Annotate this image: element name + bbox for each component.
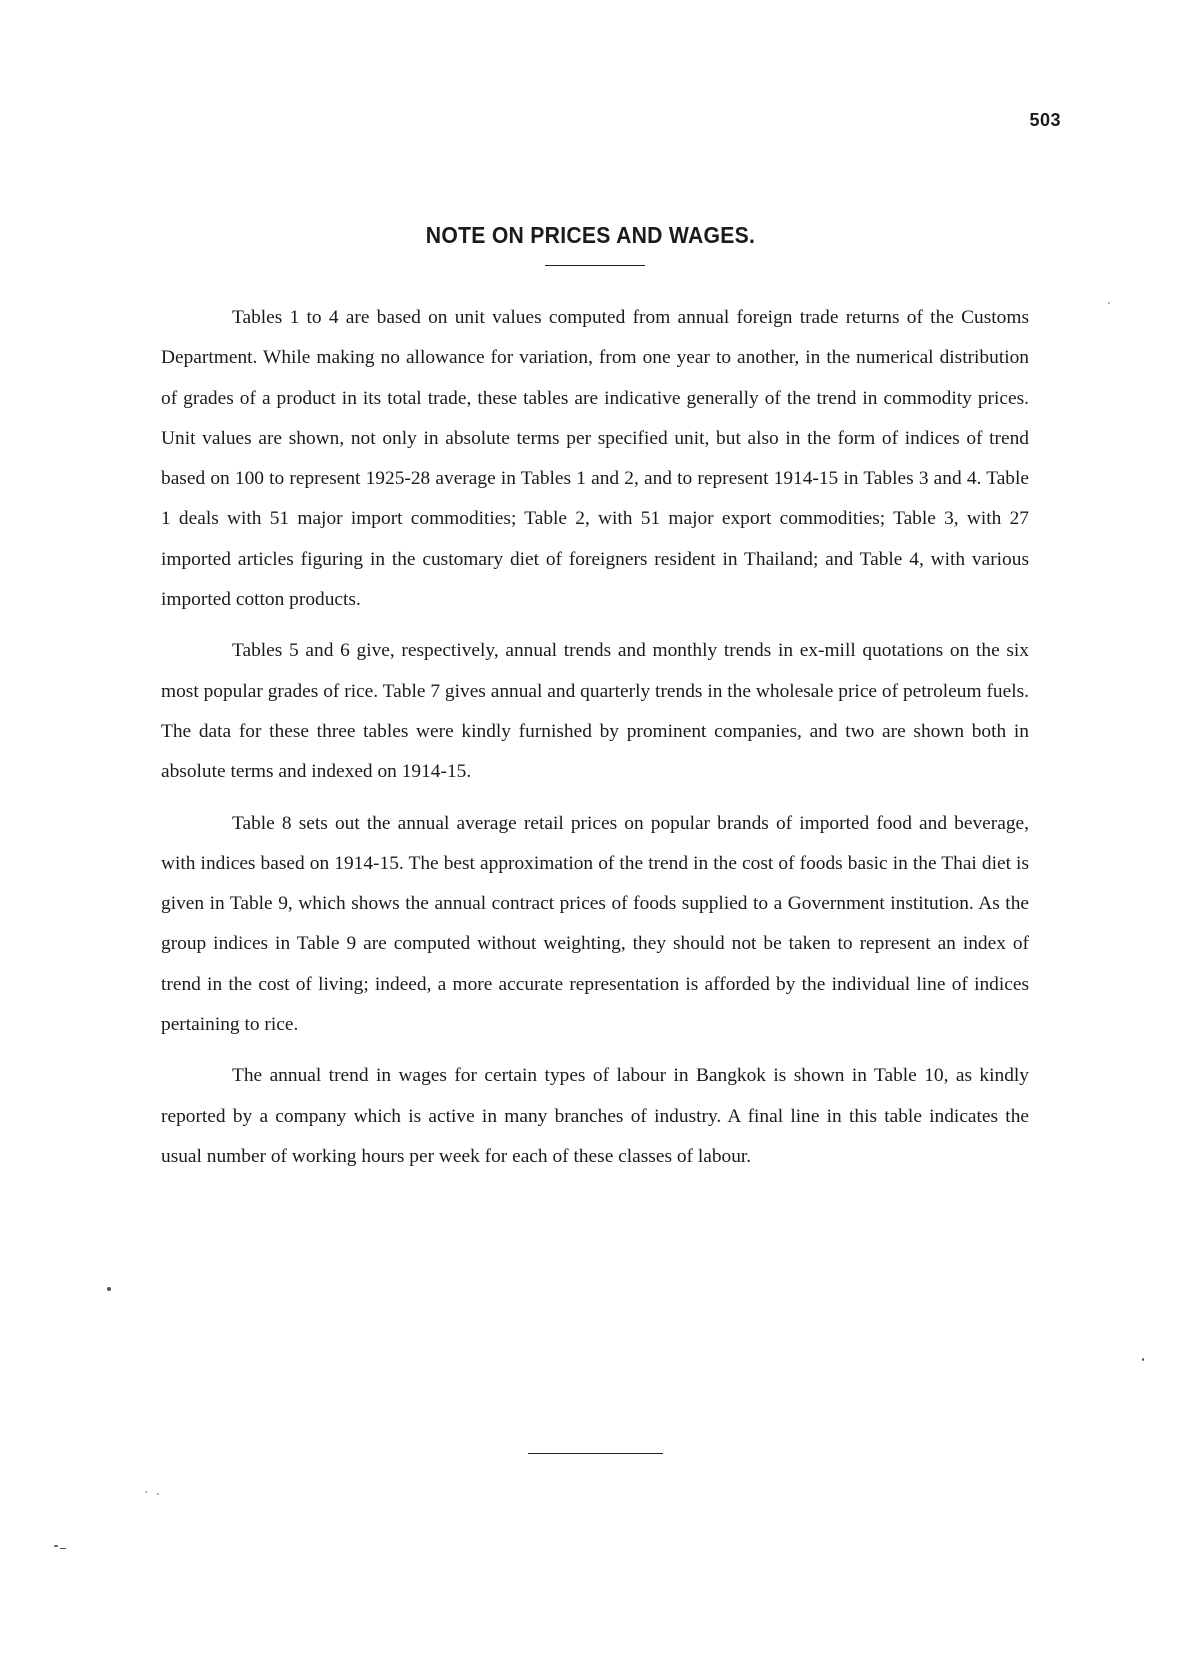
paragraph-tables-8-and-9: Table 8 sets out the annual average retail prices on popular brands of imported food and beverage, with indices based on 1914-15. The best approximation of the trend in the cost of foods basic in the Thai diet is given in Table 9, which shows the annual contract prices of foods supplied to a Government institution. As the group indices in Table 9 are computed without weighting, they should not be taken to represent an index of trend in the cost of living; indeed, a more accurate representation is afforded by the individual line of indices pertaining to rice. xyxy=(161,812,1029,1036)
scan-speck xyxy=(107,1287,111,1291)
scan-speck xyxy=(145,1491,147,1493)
end-divider xyxy=(528,1453,663,1454)
page-title: NOTE ON PRICES AND WAGES. xyxy=(425,222,756,249)
title-divider xyxy=(545,265,645,266)
paragraph-tables-1-to-4: Tables 1 to 4 are based on unit values computed from annual foreign trade returns of the Customs Department. While making no allowance for variation, from one year to another, in the numerical distribution of grades of a product in its total trade, these tables are indicative generally of the trend in commodity prices. Unit values are shown, not only in absolute terms per specified unit, but also in the form of indices of trend based on 100 to represent 1925-28 average in Tables 1 and 2, and to represent 1914-15 in Tables 3 and 4. Table 1 deals with 51 major import commodities; Table 2, with 51 major export commodities; Table 3, with 27 imported articles figuring in the customary diet of foreigners resident in Thailand; and Table 4, with various imported cotton products. xyxy=(161,307,1029,611)
paragraph-table-10: The annual trend in wages for certain types of labour in Bangkok is shown in Table 10, as kindly reported by a company which is active in many branches of industry. A final line in this table indicates the usual number of working hours per week for each of these classes of labour. xyxy=(161,1065,1029,1167)
scan-speck xyxy=(54,1545,58,1547)
body-text xyxy=(161,298,1029,1177)
scan-speck xyxy=(1142,1358,1144,1361)
paragraph-tables-5-to-7: Tables 5 and 6 give, respectively, annual trends and monthly trends in ex-mill quotations on the six most popular grades of rice. Table 7 gives annual and quarterly trends in the wholesale price of petroleum fuels. The data for these three tables were kindly furnished by prominent companies, and two are shown both in absolute terms and indexed on 1914-15. xyxy=(161,640,1029,783)
scan-speck xyxy=(1108,302,1110,304)
scan-speck xyxy=(157,1493,159,1495)
scan-speck xyxy=(60,1548,66,1549)
page-number: 503 xyxy=(1029,110,1061,130)
